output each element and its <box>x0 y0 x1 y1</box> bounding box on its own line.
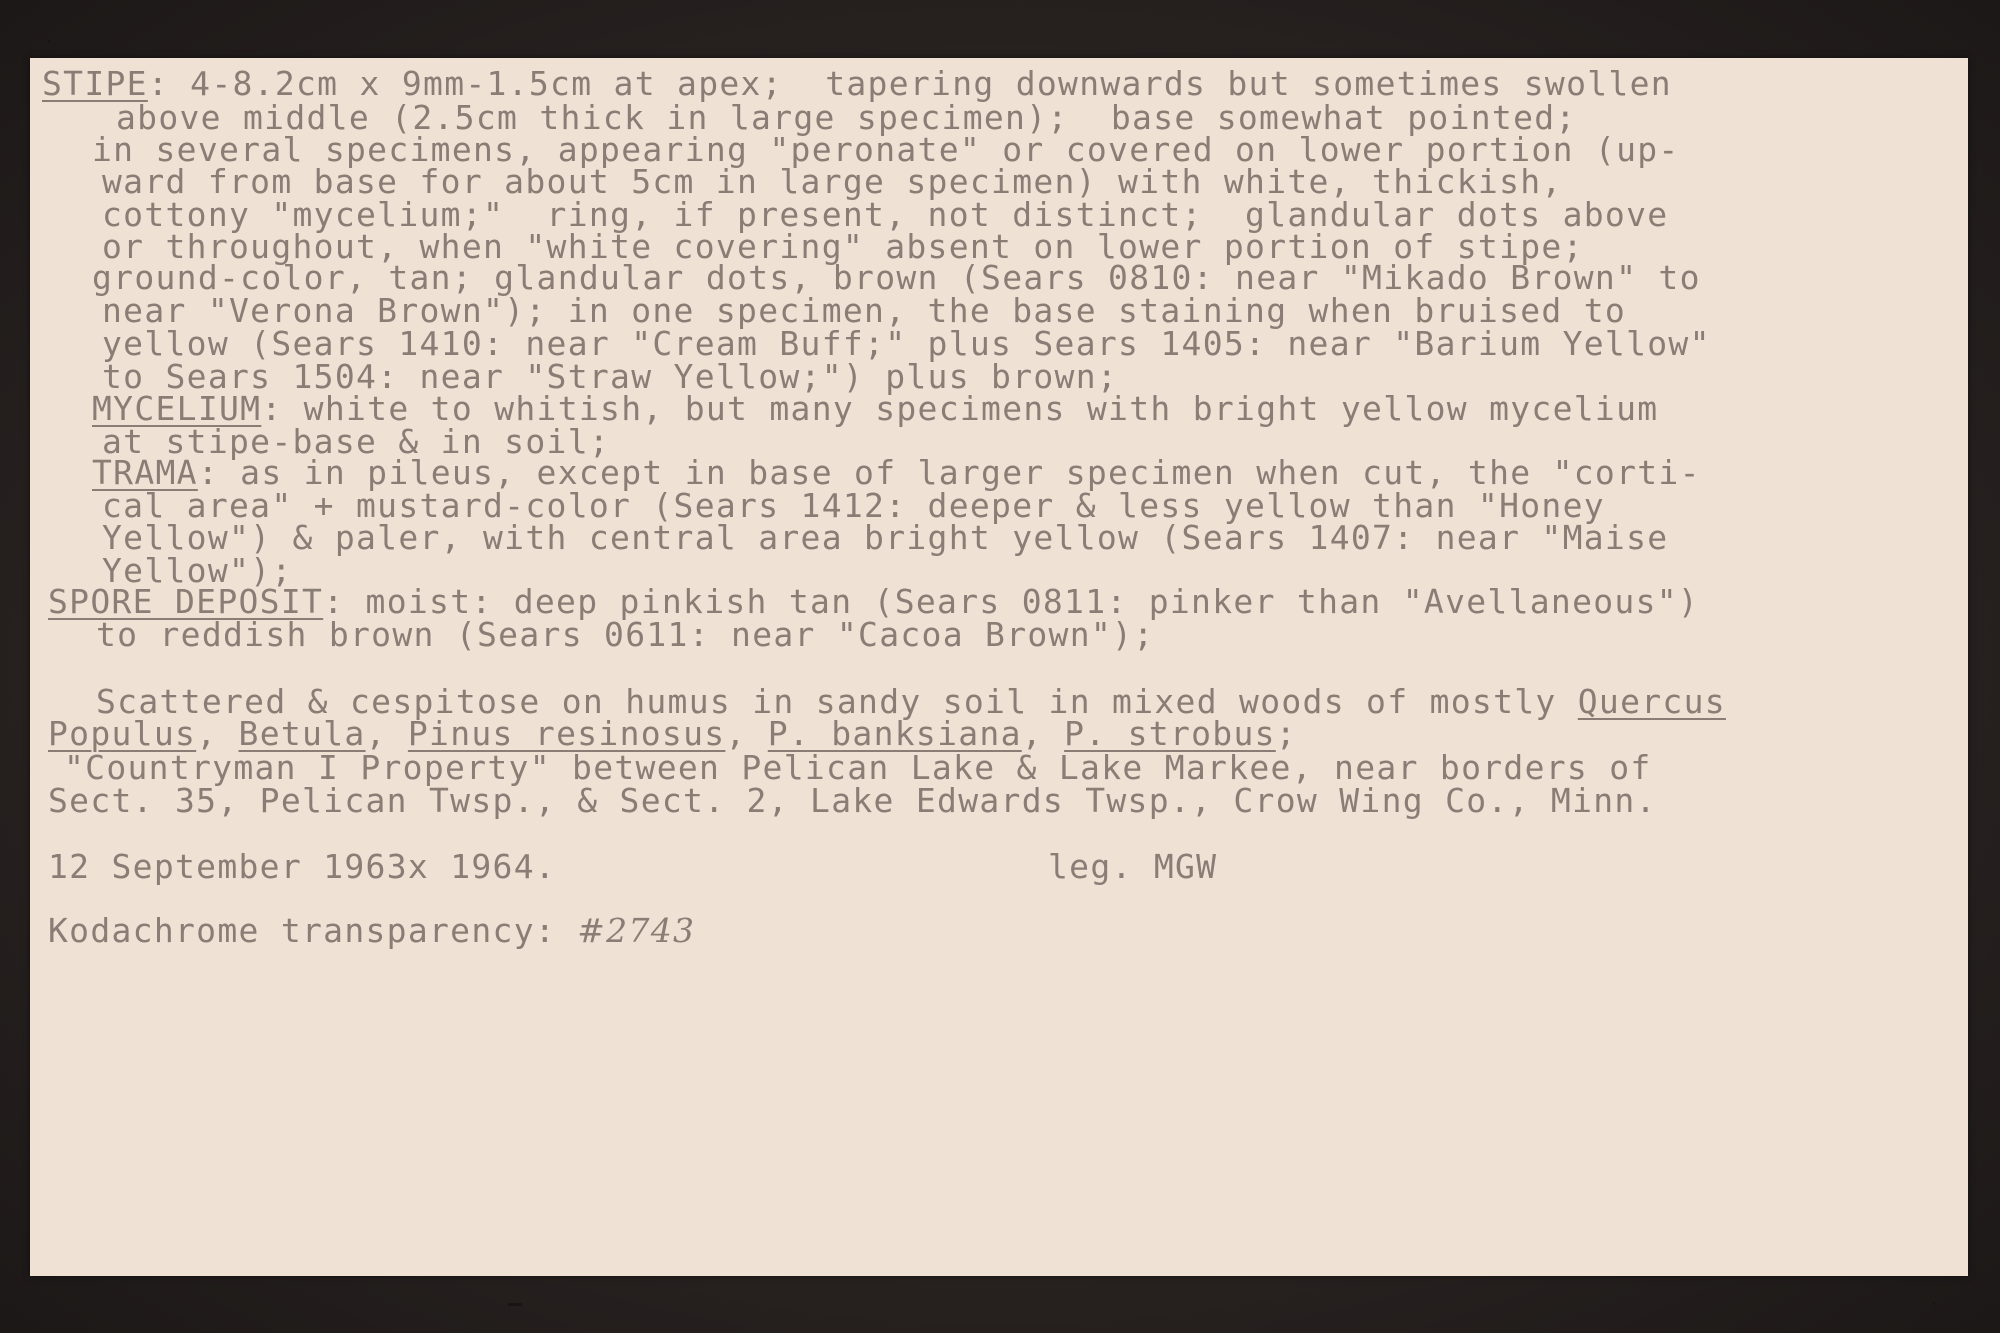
typed-text: leg. MGW <box>1048 847 1218 886</box>
typed-text: 12 September <box>48 847 324 886</box>
underlined-term: P. strobus <box>1064 714 1276 753</box>
dust-speck <box>1932 1302 1935 1305</box>
underlined-term: SPORE DEPOSIT <box>48 582 324 621</box>
typed-text: Sect. 35, Pelican Twsp., & Sect. 2, Lake Edwards Twsp., Crow Wing Co., Minn. <box>48 781 1657 820</box>
typed-text: , <box>196 714 239 753</box>
underlined-term: Pinus resinosus <box>407 714 726 753</box>
underlined-term: Populus <box>48 714 197 753</box>
typed-text: near "Verona Brown"); in one specimen, the base staining when bruised to <box>102 291 1627 330</box>
typed-text: above middle (2.5cm thick in large specimen); base somewhat pointed; <box>116 98 1577 137</box>
card-line <box>96 615 1154 655</box>
typed-text: ; <box>1275 714 1297 753</box>
typed-text: , <box>1021 714 1065 753</box>
dust-speck <box>508 1303 522 1306</box>
typed-text: ground-color, tan; glandular dots, brown (Sears 0810: near "Mikado Brown" to <box>92 258 1701 297</box>
typed-text: , <box>725 714 768 753</box>
typed-text: , <box>365 714 408 753</box>
underlined-term: TRAMA <box>92 453 198 492</box>
card-line <box>48 911 695 951</box>
underlined-term: MYCELIUM <box>92 389 262 428</box>
typed-text: : white to whitish, but many specimens with bright yellow mycelium <box>261 389 1659 428</box>
typed-text: cottony "mycelium;" ring, if present, not distinct; glandular dots above <box>102 195 1669 234</box>
typed-text: Scattered & cespitose on humus in sandy soil in mixed woods of mostly <box>96 682 1578 721</box>
handwritten-number: #2743 <box>577 911 696 950</box>
typed-text: at stipe-base & in soil; <box>102 422 611 461</box>
typed-text: to Sears 1504: near "Straw Yellow;") plus brown; <box>102 357 1119 396</box>
typed-text: cal area" + mustard-color (Sears 1412: deeper & less yellow than "Honey <box>102 486 1605 525</box>
underlined-term: Betula <box>238 714 366 753</box>
card-line <box>1048 847 1217 887</box>
dust-speck <box>48 40 51 43</box>
card-line <box>48 781 1657 821</box>
underlined-term: STIPE <box>42 64 148 103</box>
typed-text: to reddish brown (Sears 0611: near "Cacoa Brown"); <box>96 615 1155 654</box>
typed-text-block <box>30 58 1968 1276</box>
struck-year: 1963 <box>323 847 408 886</box>
typed-text: in several specimens, appearing "peronate" or covered on lower portion (up- <box>92 130 1680 169</box>
typed-text: : 4-8.2cm x 9mm-1.5cm at apex; tapering downwards but sometimes swollen <box>147 64 1672 103</box>
underlined-term: Quercus <box>1577 682 1726 721</box>
underlined-term: P. banksiana <box>767 714 1022 753</box>
typed-text: : moist: deep pinkish tan (Sears 0811: pinker than "Avellaneous") <box>323 582 1700 621</box>
typed-text: yellow (Sears 1410: near "Cream Buff;" plus Sears 1405: near "Barium Yellow" <box>102 324 1711 363</box>
card-line <box>102 518 1668 558</box>
typed-text: x 1964. <box>407 847 557 886</box>
typed-text: : as in pileus, except in base of larger specimen when cut, the "corti- <box>197 453 1701 492</box>
typed-text: "Countryman I Property" between Pelican Lake & Lake Markee, near borders of <box>64 748 1652 787</box>
specimen-index-card <box>30 58 1968 1276</box>
typed-text: ward from base for about 5cm in large specimen) with white, thickish, <box>102 162 1563 201</box>
typed-text: Kodachrome transparency: <box>48 911 578 950</box>
typed-text: Yellow") & paler, with central area bright yellow (Sears 1407: near "Maise <box>102 518 1669 557</box>
typed-text: Yellow"); <box>102 551 293 590</box>
card-line <box>48 847 556 887</box>
typed-text: or throughout, when "white covering" absent on lower portion of stipe; <box>102 227 1584 266</box>
